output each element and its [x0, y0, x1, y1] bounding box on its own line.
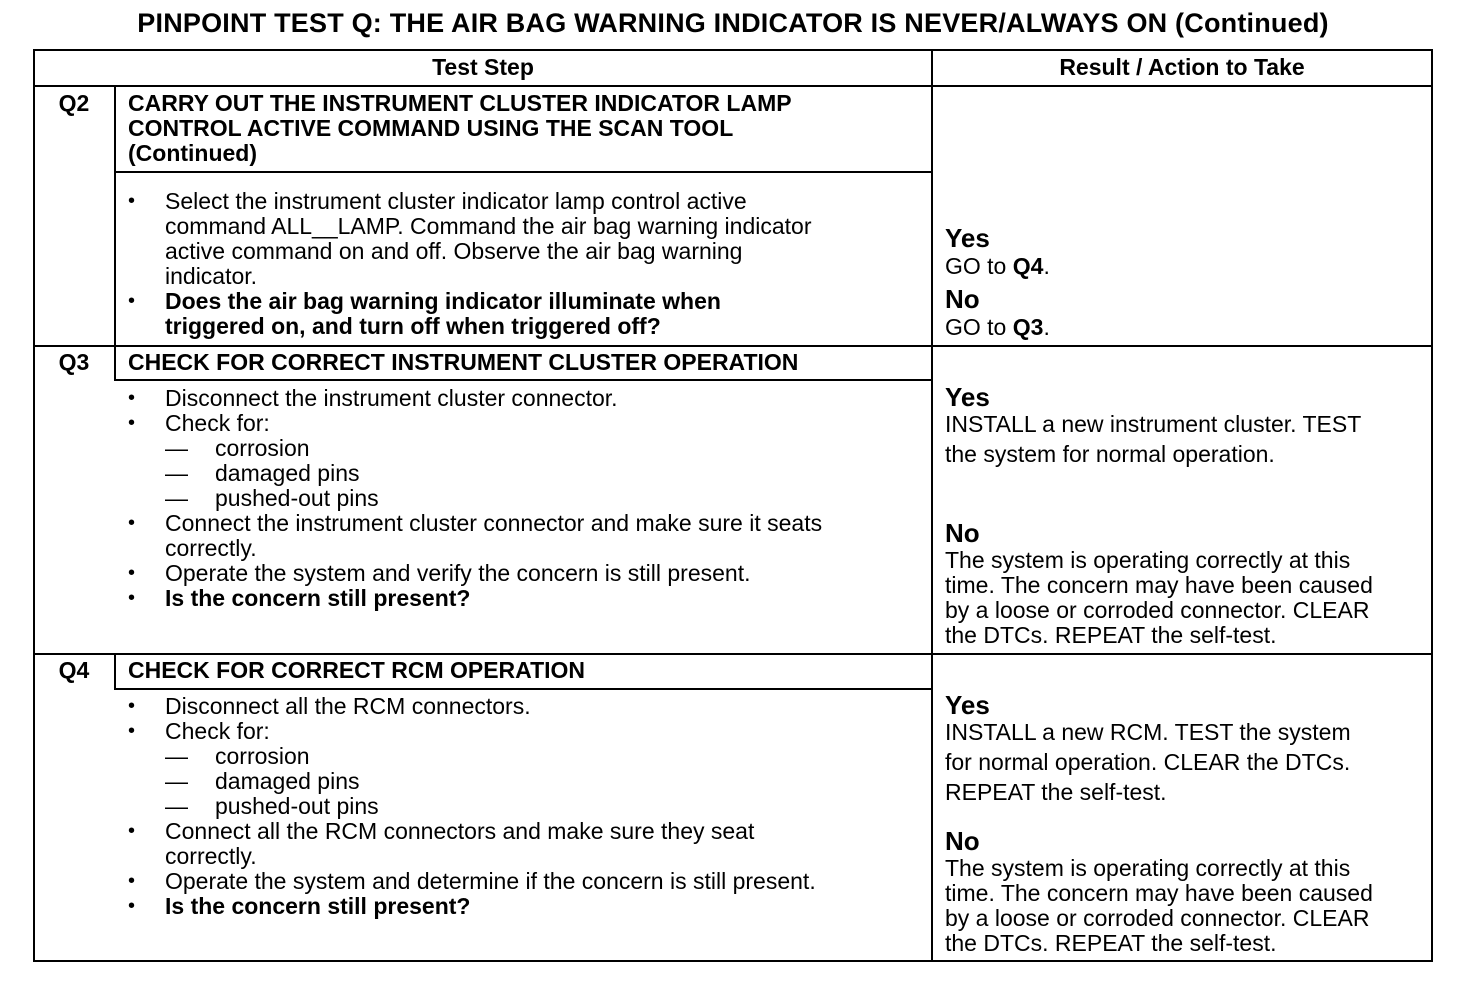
q4-no-label: No	[945, 826, 980, 856]
q2-heading-line: (Continued)	[128, 140, 258, 166]
row-divider	[114, 379, 933, 381]
bullet-icon: •	[128, 412, 136, 434]
step-id-divider	[114, 86, 116, 346]
q4-instruction-line: Operate the system and determine if the concern is still present.	[165, 868, 816, 894]
q4-check-item: pushed-out pins	[215, 793, 379, 819]
q4-yes-text: REPEAT the self-test.	[945, 779, 1167, 805]
bullet-icon: •	[128, 695, 136, 717]
q4-heading: CHECK FOR CORRECT RCM OPERATION	[128, 657, 586, 683]
q4-no-text: The system is operating correctly at this	[945, 855, 1351, 881]
bullet-icon: •	[128, 290, 136, 312]
bullet-icon: •	[128, 820, 136, 842]
page-title: PINPOINT TEST Q: THE AIR BAG WARNING INDICATOR IS NEVER/ALWAYS ON (Continued)	[137, 8, 1329, 38]
bullet-icon: •	[128, 587, 136, 609]
q3-yes-label: Yes	[945, 382, 990, 412]
header-divider	[33, 85, 1433, 87]
q3-instruction-line: correctly.	[165, 535, 257, 561]
q3-no-text: time. The concern may have been caused	[945, 572, 1373, 598]
q3-instruction-line: Disconnect the instrument cluster connector.	[165, 385, 618, 411]
q3-check-item: corrosion	[215, 435, 310, 461]
bullet-icon: •	[128, 387, 136, 409]
q4-instruction-line: Disconnect all the RCM connectors.	[165, 693, 531, 719]
q2-no-label: No	[945, 284, 980, 314]
q3-question: Is the concern still present?	[165, 585, 471, 611]
q2-no-action: GO to Q3.	[945, 314, 1050, 340]
q3-check-item: damaged pins	[215, 460, 360, 486]
row-divider	[33, 345, 1433, 347]
dash-icon: —	[165, 460, 188, 486]
q4-no-text: the DTCs. REPEAT the self-test.	[945, 930, 1277, 956]
q2-instruction-line: Select the instrument cluster indicator lamp control active	[165, 188, 747, 214]
q2-question-line: Does the air bag warning indicator illuminate when	[165, 288, 721, 314]
q2-heading-line: CONTROL ACTIVE COMMAND USING THE SCAN TOOL	[128, 115, 734, 141]
bullet-icon: •	[128, 870, 136, 892]
q4-no-text: time. The concern may have been caused	[945, 880, 1373, 906]
q2-yes-text: GO to	[945, 253, 1013, 279]
bullet-icon: •	[128, 895, 136, 917]
bullet-icon: •	[128, 562, 136, 584]
dash-icon: —	[165, 435, 188, 461]
q2-yes-target: Q4	[1012, 253, 1044, 279]
q3-no-text: the DTCs. REPEAT the self-test.	[945, 622, 1277, 648]
bullet-icon: •	[128, 512, 136, 534]
q3-check-item: pushed-out pins	[215, 485, 379, 511]
q3-instruction-line: Check for:	[165, 410, 270, 436]
q3-no-label: No	[945, 518, 980, 548]
column-divider	[931, 49, 933, 962]
dash-icon: —	[165, 793, 188, 819]
q3-instruction-line: Connect the instrument cluster connector and make sure it seats	[165, 510, 823, 536]
q3-heading: CHECK FOR CORRECT INSTRUMENT CLUSTER OPERATION	[128, 349, 799, 375]
q2-instruction-line: active command on and off. Observe the air bag warning	[165, 238, 743, 264]
row-divider	[33, 653, 1433, 655]
q4-instruction-line: correctly.	[165, 843, 257, 869]
q2-heading-line: CARRY OUT THE INSTRUMENT CLUSTER INDICATOR LAMP	[128, 90, 792, 116]
q4-instruction-line: Check for:	[165, 718, 270, 744]
q2-instruction-line: indicator.	[165, 263, 258, 289]
q2-instruction-line: command ALL__LAMP. Command the air bag warning indicator	[165, 213, 812, 239]
dash-icon: —	[165, 485, 188, 511]
step-id-q2: Q2	[58, 90, 90, 116]
q2-question-line: triggered on, and turn off when triggered off?	[165, 313, 661, 339]
q2-no-target: Q3	[1012, 314, 1044, 340]
q4-instruction-line: Connect all the RCM connectors and make sure they seat	[165, 818, 755, 844]
q2-no-text: GO to	[945, 314, 1013, 340]
q3-yes-text: INSTALL a new instrument cluster. TEST	[945, 411, 1362, 437]
q4-check-item: corrosion	[215, 743, 310, 769]
q4-yes-label: Yes	[945, 690, 990, 720]
q3-instruction-line: Operate the system and verify the concern is still present.	[165, 560, 751, 586]
dash-icon: —	[165, 743, 188, 769]
header-test-step: Test Step	[432, 54, 534, 80]
header-result: Result / Action to Take	[1059, 54, 1305, 80]
q2-yes-action: GO to Q4.	[945, 253, 1050, 279]
q3-no-text: The system is operating correctly at this	[945, 547, 1351, 573]
q4-no-text: by a loose or corroded connector. CLEAR	[945, 905, 1370, 931]
q3-yes-text: the system for normal operation.	[945, 441, 1275, 467]
step-id-q4: Q4	[58, 657, 90, 683]
q2-yes-label: Yes	[945, 223, 990, 253]
q4-yes-text: for normal operation. CLEAR the DTCs.	[945, 749, 1351, 775]
q3-no-text: by a loose or corroded connector. CLEAR	[945, 597, 1370, 623]
q4-check-item: damaged pins	[215, 768, 360, 794]
q4-yes-text: INSTALL a new RCM. TEST the system	[945, 719, 1351, 745]
row-divider	[114, 688, 933, 690]
row-divider	[114, 171, 933, 173]
bullet-icon: •	[128, 190, 136, 212]
dash-icon: —	[165, 768, 188, 794]
step-id-q3: Q3	[58, 349, 90, 375]
bullet-icon: •	[128, 720, 136, 742]
q4-question: Is the concern still present?	[165, 893, 471, 919]
